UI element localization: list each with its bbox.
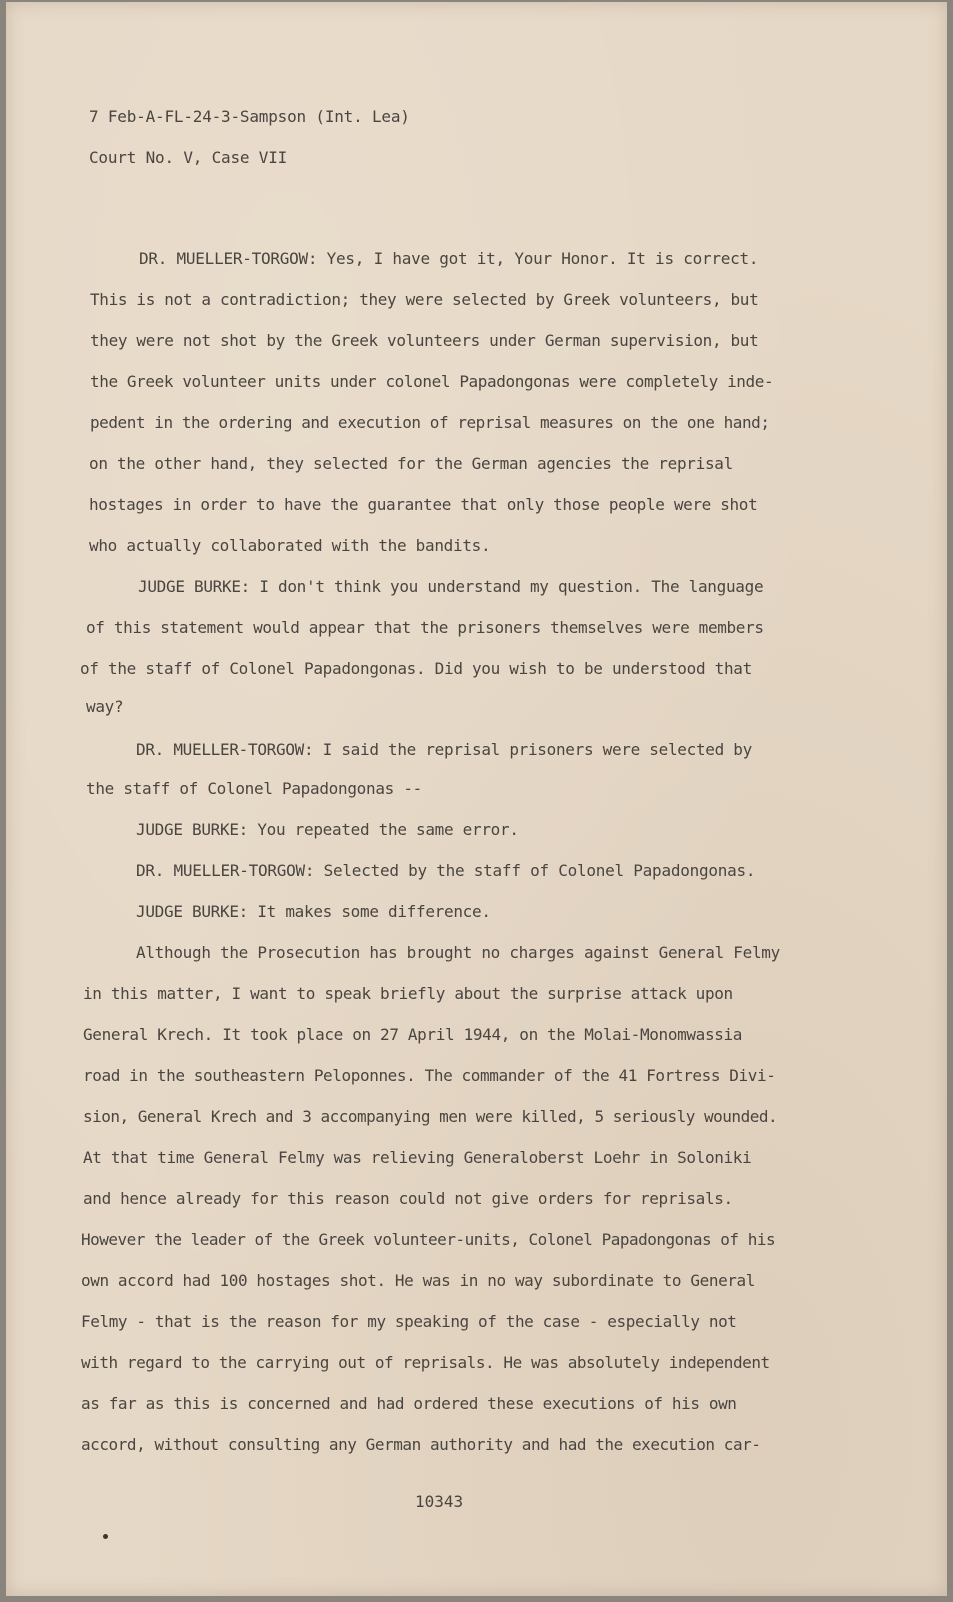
transcript-line: of the staff of Colonel Papadongonas. Did you wish to be understood that — [80, 659, 752, 678]
transcript-line: JUDGE BURKE: I don't think you understand my question. The language — [138, 577, 764, 596]
transcript-line: road in the southeastern Peloponnes. The commander of the 41 Fortress Divi- — [83, 1066, 776, 1085]
document-header-reference: 7 Feb-A-FL-24-3-Sampson (Int. Lea) — [89, 107, 410, 126]
transcript-line: Although the Prosecution has brought no charges against General Felmy — [136, 943, 780, 962]
transcript-line: as far as this is concerned and had ordered these executions of his own — [81, 1394, 737, 1413]
transcript-line: on the other hand, they selected for the German agencies the reprisal — [89, 454, 733, 473]
document-page — [6, 2, 947, 1596]
transcript-line: they were not shot by the Greek volunteers under German supervision, but — [90, 331, 759, 350]
transcript-line: hostages in order to have the guarantee that only those people were shot — [89, 495, 758, 514]
transcript-line: and hence already for this reason could not give orders for reprisals. — [83, 1189, 733, 1208]
transcript-line: accord, without consulting any German authority and had the execution car- — [81, 1435, 761, 1454]
transcript-line: This is not a contradiction; they were selected by Greek volunteers, but — [90, 290, 759, 309]
transcript-line: in this matter, I want to speak briefly about the surprise attack upon — [83, 984, 733, 1003]
transcript-line: own accord had 100 hostages shot. He was in no way subordinate to General — [81, 1271, 755, 1290]
transcript-line: DR. MUELLER-TORGOW: I said the reprisal prisoners were selected by — [136, 740, 752, 759]
transcript-line: way? — [86, 697, 124, 716]
transcript-line: At that time General Felmy was relieving Generaloberst Loehr in Soloniki — [83, 1148, 752, 1167]
transcript-line: Felmy - that is the reason for my speaking of the case - especially not — [81, 1312, 737, 1331]
transcript-line: the staff of Colonel Papadongonas -- — [86, 779, 422, 798]
transcript-line: of this statement would appear that the prisoners themselves were members — [86, 618, 764, 637]
transcript-line: JUDGE BURKE: It makes some difference. — [136, 902, 491, 921]
transcript-line: DR. MUELLER-TORGOW: Yes, I have got it, Your Honor. It is correct. — [139, 249, 759, 268]
transcript-line: pedent in the ordering and execution of reprisal measures on the one hand; — [90, 413, 770, 432]
transcript-line: DR. MUELLER-TORGOW: Selected by the staff of Colonel Papadongonas. — [136, 861, 756, 880]
transcript-line: General Krech. It took place on 27 April 1944, on the Molai-Monomwassia — [83, 1025, 743, 1044]
transcript-line: However the leader of the Greek volunteer-units, Colonel Papadongonas of his — [81, 1230, 776, 1249]
transcript-line: sion, General Krech and 3 accompanying men were killed, 5 seriously wounded. — [83, 1107, 778, 1126]
page-number: 10343 — [415, 1492, 464, 1511]
transcript-line: JUDGE BURKE: You repeated the same error. — [136, 820, 519, 839]
transcript-line: who actually collaborated with the bandits. — [89, 536, 491, 555]
punch-hole-mark — [103, 1534, 108, 1539]
transcript-line: the Greek volunteer units under colonel Papadongonas were completely inde- — [90, 372, 774, 391]
transcript-line: with regard to the carrying out of reprisals. He was absolutely independent — [81, 1353, 770, 1372]
document-header-court: Court No. V, Case VII — [89, 148, 288, 167]
